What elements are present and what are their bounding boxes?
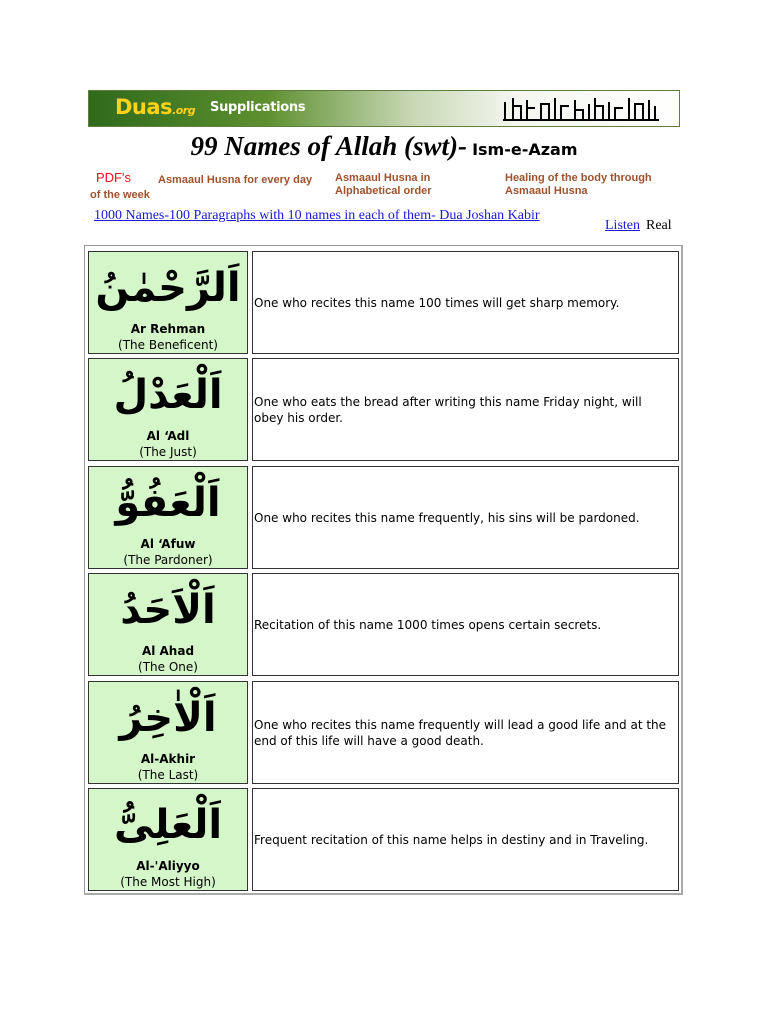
healing-link[interactable]: Healing of the body through Asmaaul Husna xyxy=(505,172,652,197)
english-meaning: (The Just) xyxy=(139,445,197,459)
name-row xyxy=(88,573,679,676)
arabic-name: اَلْاَحَدُ xyxy=(120,587,216,633)
english-meaning: (The Last) xyxy=(137,768,199,782)
name-cell xyxy=(88,681,248,784)
name-cell xyxy=(88,358,248,461)
bismillah-calligraphy-icon xyxy=(501,94,661,123)
section-label: Supplications xyxy=(210,100,306,115)
description: One who recites this name frequently, his sins will be pardoned. xyxy=(254,510,640,525)
arabic-name: اَلرَّحْمٰنُ xyxy=(95,265,241,311)
transliteration: Al ‘Afuw xyxy=(140,537,196,551)
description-cell xyxy=(252,681,679,784)
page-title-main: 99 Names of Allah (swt)- xyxy=(190,131,467,161)
transliteration: Al ‘Adl xyxy=(146,429,190,443)
site-banner[interactable] xyxy=(88,90,680,127)
arabic-name: اَلْاٰخِرُ xyxy=(119,695,217,741)
description: One who eats the bread after writing this name Friday night, will obey his order. xyxy=(254,394,642,425)
transliteration: Ar Rehman xyxy=(130,322,206,336)
logo-text: Duas xyxy=(115,95,173,119)
description: Recitation of this name 1000 times opens certain secrets. xyxy=(254,617,602,632)
description-cell xyxy=(252,466,679,569)
name-row xyxy=(88,466,679,569)
pdf-link[interactable]: PDF's xyxy=(96,170,131,185)
name-cell xyxy=(88,251,248,354)
description-cell xyxy=(252,573,679,676)
description: One who recites this name 100 times will get sharp memory. xyxy=(254,295,620,310)
english-meaning: (The Pardoner) xyxy=(123,553,213,567)
real-label: Real xyxy=(646,218,672,233)
arabic-name: اَلْعَفُوُّ xyxy=(115,480,221,526)
english-meaning: (The One) xyxy=(138,660,198,674)
english-meaning: (The Beneficent) xyxy=(118,338,218,352)
asmaaul-every-day-link[interactable]: Asmaaul Husna for every day xyxy=(158,174,313,186)
description: One who recites this name frequently will lead a good life and at the end of this life will have a good death. xyxy=(254,717,667,748)
listen-link[interactable]: Listen xyxy=(605,218,640,233)
transliteration: Al Ahad xyxy=(141,644,195,658)
asmaaul-alphabetical-link[interactable]: Asmaaul Husna in Alphabetical order xyxy=(335,172,432,197)
week-link[interactable]: of the week xyxy=(90,189,150,201)
name-cell xyxy=(88,573,248,676)
joshan-kabir-link[interactable]: 1000 Names-100 Paragraphs with 10 names in each of them- Dua Joshan Kabir xyxy=(94,208,540,223)
description-cell xyxy=(252,788,679,891)
name-row xyxy=(88,251,679,354)
name-row xyxy=(88,681,679,784)
transliteration: Al-Akhir xyxy=(140,752,196,766)
description: Frequent recitation of this name helps in destiny and in Traveling. xyxy=(254,832,649,847)
name-cell xyxy=(88,788,248,891)
logo-suffix: .org xyxy=(172,104,196,117)
site-logo[interactable] xyxy=(115,95,195,119)
description-cell xyxy=(252,358,679,461)
english-meaning: (The Most High) xyxy=(120,875,216,889)
name-row xyxy=(88,788,679,891)
name-row xyxy=(88,358,679,461)
name-cell xyxy=(88,466,248,569)
arabic-name: اَلْعَلِىُّ xyxy=(113,802,223,848)
description-cell xyxy=(252,251,679,354)
transliteration: Al-'Aliyyo xyxy=(136,859,200,873)
page-title xyxy=(0,131,768,162)
arabic-name: اَلْعَدْلُ xyxy=(113,372,223,418)
page-title-sub: Ism-e-Azam xyxy=(472,140,578,159)
